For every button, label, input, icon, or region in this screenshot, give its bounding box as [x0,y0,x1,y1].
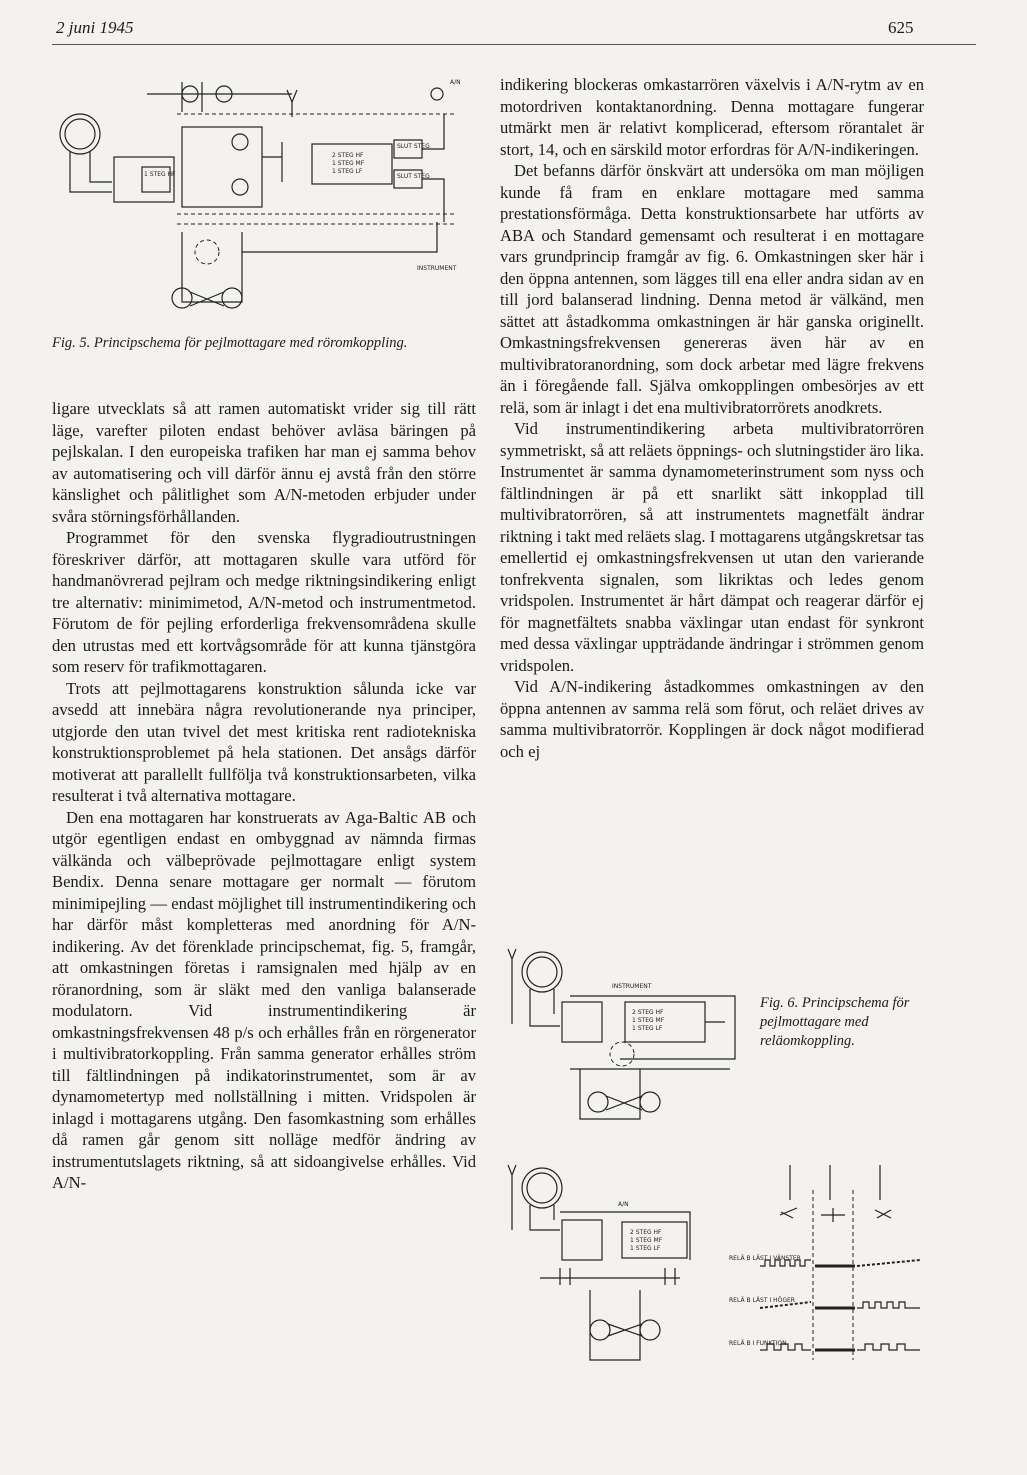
page-date: 2 juni 1945 [56,18,134,37]
fig5-label-1-steg-hf: 1 STEG HF [144,171,176,178]
fig7-label-1-steg-lf: 1 STEG LF [630,1245,661,1252]
fig6-label-1-steg-lf: 1 STEG LF [632,1025,663,1032]
right-paragraph-4: Vid A/N-indikering åstadkommes omkastningen av den öppna antennen av samma relä som förut, och reläet drives av samma multivibratorrör. Kopplingen är dock något modifierad och ej [500,677,924,761]
left-paragraph-4: Den ena mottagaren har konstruerats av Aga-Baltic AB och utgör egentligen endast en ombyggnad av nämnda firmas välkända och välbeprövade pejlmottagare enligt system Bendix. Denna senare mottagare ger normalt — förutom minimipejling — endast möjlighet till instrumentindikering och har därför måst kompletteras med anordning för A/N-indikering. Av det förenklade principschemat, fig. 5, framgår, att omkastningen företas i ramsignalen med hjälp av en röranordning, som är släkt med den vanliga balanserade modulatorn. Vid instrumentindikering är omkastningsfrekvensen 48 p/s och erhålles från en rörgenerator i multivibratorkoppling. Från samma generator erhålles ström till fältlindningen på indikatorinstrumentet, som är av dynamometertyp med nollställning i mitten. Vridspolen är inlagd i mottagarens utgång. Den fasomkastning som erhålles då ramen går genom sitt nolläge medför ändring av instrumentutslagets riktning, så att sidoangivelse erhålles. Vid A/N- [52,807,476,1192]
right-paragraph-2: Det befanns därför önskvärt att undersöka om man möjligen kunde få fram en enklare mottagare med samma prestationsförmåga. Detta konstruktionsarbete har utförts av ABA och Standard gemensamt och resulterat i en mottagare vars grundprincip framgår av fig. 6. Omkastningen sker här i den öppna antennen, som lägges till ena eller andra sidan av en till jord balanserad lindning. Denna metod är välkänd, men sättet att åstadkomma omkastningen är här ganska originellt. Omkastningsfrekvensen genereras även här av en multivibratoranordning, som dock arbetar med lägre frekvens än i föregående fall. Själva omkopplingen ombesörjes av ett relä, som är inlagt i det ena multivibratorrörets anodkrets. [500,161,924,417]
fig5-label-slut-steg-1: SLUT STEG [397,143,430,150]
figure-7-schematic [500,1160,700,1370]
right-paragraph-1: indikering blockeras omkastarrören växelvis i A/N-rytm av en motordriven kontaktanordning. Denna mottagare fungerar utmärkt men är relativt komplicerad, eftersom rörantalet är stort, 14, och en särskild motor erfordras för A/N-indikeringen. [500,75,924,159]
fig6-label-2-steg-hf: 2 STEG HF [632,1009,664,1016]
right-paragraph-3: Vid instrumentindikering arbeta multivibratorrören symmetriskt, så att reläets öppnings- och slutningstider äro lika. Instrumentet är samma dynamometerinstrument som nyss och fältlindningen är på ett snarlikt sätt inkopplad till multivibratorrören, så att instrumentets magnetfält ändrar riktning i takt med reläets slag. I mottagarens utgångskretsar tas emellertid ej omkastningsfrekvensen ut utan den varierande tonfrekventa signalen, som likriktas och ledes genom vridspolen. Instrumentet är hårt dämpat och reagerar därför ej för magnetfältets snabba växlingar utan endast för synkront med dessa växlingar uppträdande ändringar i strömmen genom vridspolen. [500,419,924,675]
header-rule [52,44,976,45]
left-paragraph-2: Programmet för den svenska flygradioutrustningen föreskriver därför, att mottagaren skulle vara utförd för handmanövrerad pejlram och medge riktningsindikering enligt tre alternativ: minimimetod, A/N-metod och instrumentmetod. Förutom de för pejling erforderliga frekvensområdena skulle den utrustas med ett kortvågsområde för att kunna tjänstgöra som reserv för trafikmottagaren. [52,528,476,676]
timing-label-funktion: RELÄ B I FUNKTION [729,1340,787,1347]
page-number: 625 [888,18,914,37]
left-paragraph-1: ligare utvecklats så att ramen automatiskt vrider sig till rätt läge, varefter piloten endast behöver avläsa bäringen på pejlskalan. I den europeiska trafiken har man ej samma behov av automatisering och vill därför ännu ej avstå från den större känslighet och pålitlighet som A/N-metoden erbjuder under svåra störningsförhållanden. [52,399,476,526]
fig6-label-instrument: INSTRUMENT [612,983,652,990]
relay-timing-diagram [725,1160,935,1370]
fig7-label-an: A/N [618,1201,629,1208]
fig5-label-slut-steg-2: SLUT STEG [397,173,430,180]
fig7-label-1-steg-mf: 1 STEG MF [630,1237,663,1244]
fig5-label-1-steg-lf: 1 STEG LF [332,168,363,175]
figure-6-schematic [500,944,750,1134]
figure-5-caption: Fig. 5. Principschema för pejlmottagare med röromkoppling. [52,335,408,351]
figure-6-caption: Fig. 6. Principschema för pejlmottagare med reläomkoppling. [760,995,910,1049]
fig6-label-1-steg-mf: 1 STEG MF [632,1017,665,1024]
timing-label-vanster: RELÄ B LÄST I VÄNSTER [729,1255,801,1262]
fig5-label-an: A/N [450,79,461,86]
left-paragraph-3: Trots att pejlmottagarens konstruktion sålunda icke var avsedd att innebära några revolutionerande nya principer, utgjorde den utan tvivel det mest kritiska rent radiotekniska konstruktionsproblemet på hela stationen. Det ansågs därför motiverat att parallellt fullfölja två konstruktionsarbeten, vilka resulterat i två alternativa mottagare. [52,678,476,805]
fig5-label-2-steg-hf: 2 STEG HF [332,152,364,159]
fig5-label-instrument: INSTRUMENT [417,265,457,272]
right-column [500,74,924,762]
left-column [52,398,476,1194]
figure-5-schematic [52,62,472,332]
fig5-label-1-steg-mf: 1 STEG MF [332,160,365,167]
timing-label-hoger: RELÄ B LÄST I HÖGER [729,1297,795,1304]
fig7-label-2-steg-hf: 2 STEG HF [630,1229,662,1236]
